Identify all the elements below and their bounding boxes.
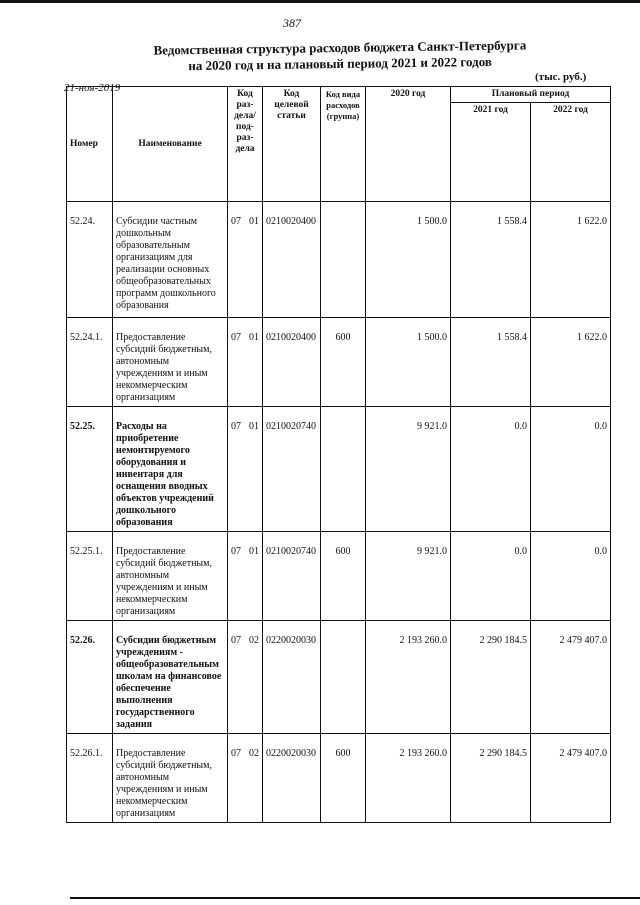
section-code: 07 (231, 635, 241, 646)
section-code: 07 (231, 421, 241, 432)
table-body (67, 202, 611, 823)
row-target-code: 0210020400 (263, 318, 321, 407)
row-value-2020: 1 500.0 (366, 318, 451, 407)
row-expense-type: 600 (321, 532, 366, 621)
row-section-code (228, 734, 263, 823)
row-target-code: 0210020740 (263, 532, 321, 621)
row-expense-type (321, 202, 366, 318)
row-value-2020: 9 921.0 (366, 407, 451, 532)
bottom-rule (70, 897, 640, 899)
row-number: 52.24. (67, 202, 113, 318)
title-line-2: на 2020 год и на плановый период 2021 и 2022 годов (188, 53, 492, 74)
header-planned-period: Плановый период (451, 87, 611, 103)
row-expense-type: 600 (321, 318, 366, 407)
header-expense-type: Код вида расходов (группа) (321, 87, 366, 202)
row-value-2020: 2 193 260.0 (366, 734, 451, 823)
row-value-2020: 2 193 260.0 (366, 621, 451, 734)
document-date: 21-ноя-2019 (64, 82, 121, 94)
header-name: Наименование (113, 87, 228, 202)
row-section-code (228, 202, 263, 318)
row-number: 52.26.1. (67, 734, 113, 823)
row-value-2022: 0.0 (531, 532, 611, 621)
row-value-2022: 1 622.0 (531, 318, 611, 407)
row-name: Предоставление субсидий бюджетным, автономным учреждениям и иным некоммерческим организациям (113, 532, 228, 621)
row-value-2020: 1 500.0 (366, 202, 451, 318)
table-row (67, 621, 611, 734)
row-value-2022: 2 479 407.0 (531, 621, 611, 734)
budget-table (66, 86, 611, 823)
row-target-code: 0210020400 (263, 202, 321, 318)
table-row (67, 532, 611, 621)
row-section-code (228, 318, 263, 407)
row-number: 52.25.1. (67, 532, 113, 621)
row-target-code: 0220020030 (263, 621, 321, 734)
row-section-code (228, 407, 263, 532)
section-code: 07 (231, 216, 241, 227)
row-name: Предоставление субсидий бюджетным, автономным учреждениям и иным некоммерческим организациям (113, 318, 228, 407)
subsection-code: 01 (249, 421, 259, 432)
row-value-2021: 0.0 (451, 532, 531, 621)
section-code: 07 (231, 546, 241, 557)
header-number: Номер (67, 87, 113, 202)
row-value-2021: 1 558.4 (451, 318, 531, 407)
row-name: Расходы на приобретение немонтируемого оборудования и инвентаря для оснащения вводных объектов учреждений дошкольного образования (113, 407, 228, 532)
top-rule (0, 0, 640, 3)
table-row (67, 734, 611, 823)
row-target-code: 0220020030 (263, 734, 321, 823)
table-row (67, 318, 611, 407)
header-target: Код целевой статьи (263, 87, 321, 202)
header-2020: 2020 год (366, 87, 451, 202)
row-expense-type (321, 621, 366, 734)
row-name: Субсидии частным дошкольным образовательным организациям для реализации основных общеобразовательных программ дошкольного образования (113, 202, 228, 318)
subsection-code: 01 (249, 546, 259, 557)
header-2022: 2022 год (531, 103, 611, 202)
header-2021: 2021 год (451, 103, 531, 202)
row-target-code: 0210020740 (263, 407, 321, 532)
row-expense-type: 600 (321, 734, 366, 823)
row-value-2021: 2 290 184.5 (451, 621, 531, 734)
row-value-2022: 2 479 407.0 (531, 734, 611, 823)
section-code: 07 (231, 748, 241, 759)
row-value-2020: 9 921.0 (366, 532, 451, 621)
row-number: 52.24.1. (67, 318, 113, 407)
row-section-code (228, 532, 263, 621)
row-value-2021: 0.0 (451, 407, 531, 532)
subsection-code: 02 (249, 748, 259, 759)
subsection-code: 02 (249, 635, 259, 646)
row-value-2021: 1 558.4 (451, 202, 531, 318)
row-expense-type (321, 407, 366, 532)
row-section-code (228, 621, 263, 734)
row-name: Предоставление субсидий бюджетным, автономным учреждениям и иным некоммерческим организациям (113, 734, 228, 823)
row-number: 52.26. (67, 621, 113, 734)
row-name: Субсидии бюджетным учреждениям - общеобразовательным школам на финансовое обеспечение выполнения государственного задания (113, 621, 228, 734)
subsection-code: 01 (249, 216, 259, 227)
header-section: Код раз- дела/ под- раз- дела (228, 87, 263, 202)
row-value-2022: 1 622.0 (531, 202, 611, 318)
table-row (67, 202, 611, 318)
section-code: 07 (231, 332, 241, 343)
row-value-2022: 0.0 (531, 407, 611, 532)
subsection-code: 01 (249, 332, 259, 343)
table-row (67, 407, 611, 532)
title-line-1: Ведомственная структура расходов бюджета Санкт-Петербурга (153, 37, 527, 58)
row-number: 52.25. (67, 407, 113, 532)
page-number: 387 (283, 16, 301, 30)
units-label: (тыс. руб.) (535, 71, 587, 83)
document-title (120, 37, 560, 75)
row-value-2021: 2 290 184.5 (451, 734, 531, 823)
